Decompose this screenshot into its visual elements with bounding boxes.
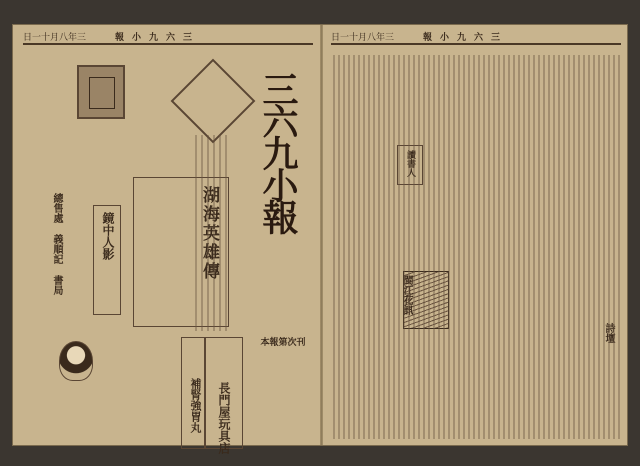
text-column-rule: [523, 55, 525, 439]
distributor-column: [43, 189, 87, 317]
text-column-rule: [195, 135, 197, 331]
text-column-rule: [363, 55, 365, 439]
text-column-rule: [583, 55, 585, 439]
text-column-rule: [528, 55, 530, 439]
text-column-rule: [578, 55, 580, 439]
ad-pills: [181, 337, 205, 449]
colophon: [249, 335, 317, 349]
portrait-image: [59, 341, 93, 381]
text-column-rule: [588, 55, 590, 439]
text-column-rule: [383, 55, 385, 439]
ad-store: [205, 337, 243, 454]
text-column-rule: [518, 55, 520, 439]
ad-pills-text: 補腎強胃丸: [189, 378, 202, 433]
left-title: 報小九六三: [115, 33, 201, 43]
masthead-title: 三六九小報: [257, 71, 299, 231]
ad-mirror-text: 鏡中人影: [101, 212, 115, 260]
text-column-rule: [463, 55, 465, 439]
text-column-rule: [558, 55, 560, 439]
text-column-rule: [398, 55, 400, 439]
text-column-rule: [393, 55, 395, 439]
text-column-rule: [618, 55, 620, 439]
text-column-rule: [493, 55, 495, 439]
headline-title: 湖海英雄傳: [199, 186, 219, 281]
text-column-rule: [418, 55, 420, 439]
text-column-rule: [213, 135, 215, 331]
ad-mirror: [93, 205, 121, 315]
text-column-rule: [413, 55, 415, 439]
right-page-header: [331, 33, 621, 45]
text-column-rule: [613, 55, 615, 439]
text-column-rule: [453, 55, 455, 439]
text-column-rule: [593, 55, 595, 439]
right-date: 日一十月八年三: [331, 33, 395, 43]
text-column-rule: [378, 55, 380, 439]
text-column-rule: [488, 55, 490, 439]
text-column-rule: [207, 135, 209, 331]
text-column-rule: [353, 55, 355, 439]
text-column-rule: [438, 55, 440, 439]
text-column-rule: [608, 55, 610, 439]
text-column-rule: [348, 55, 350, 439]
left-text-columns: [193, 135, 233, 331]
text-column-rule: [478, 55, 480, 439]
text-column-rule: [225, 135, 227, 331]
text-column-rule: [433, 55, 435, 439]
text-column-rule: [423, 55, 425, 439]
text-column-rule: [503, 55, 505, 439]
text-column-rule: [443, 55, 445, 439]
text-column-rule: [508, 55, 510, 439]
text-column-rule: [548, 55, 550, 439]
text-column-rule: [598, 55, 600, 439]
right-label-2-text: 詩壇: [603, 323, 614, 343]
text-column-rule: [368, 55, 370, 439]
right-text-columns: [331, 55, 621, 439]
text-column-rule: [333, 55, 335, 439]
text-column-rule: [513, 55, 515, 439]
text-column-rule: [448, 55, 450, 439]
text-column-rule: [573, 55, 575, 439]
newspaper-scan: [12, 24, 628, 454]
text-column-rule: [458, 55, 460, 439]
text-column-rule: [338, 55, 340, 439]
right-title: 報小九六三: [423, 33, 509, 43]
center-fold: [320, 25, 323, 445]
text-column-rule: [358, 55, 360, 439]
right-label-3-text: 閩江花訊: [401, 275, 412, 315]
colophon-text: 本報第次刊: [260, 338, 306, 348]
text-column-rule: [563, 55, 565, 439]
stamp-logo: [77, 65, 125, 119]
text-column-rule: [373, 55, 375, 439]
text-column-rule: [498, 55, 500, 439]
right-label-1-text: 讀書人: [405, 150, 415, 177]
text-column-rule: [388, 55, 390, 439]
text-column-rule: [553, 55, 555, 439]
text-column-rule: [428, 55, 430, 439]
left-date: 日一十月八年三: [23, 33, 87, 43]
ad-store-text: 長門屋玩具店: [217, 382, 231, 454]
text-column-rule: [408, 55, 410, 439]
text-column-rule: [603, 55, 605, 439]
text-column-rule: [473, 55, 475, 439]
text-column-rule: [343, 55, 345, 439]
text-column-rule: [201, 135, 203, 331]
text-column-rule: [468, 55, 470, 439]
text-column-rule: [483, 55, 485, 439]
text-column-rule: [568, 55, 570, 439]
distributor-text: 總售處 義順記 書局: [51, 193, 62, 295]
text-column-rule: [543, 55, 545, 439]
masthead: [243, 65, 317, 231]
text-column-rule: [219, 135, 221, 331]
text-column-rule: [403, 55, 405, 439]
left-page-header: [23, 33, 313, 45]
text-column-rule: [533, 55, 535, 439]
text-column-rule: [538, 55, 540, 439]
